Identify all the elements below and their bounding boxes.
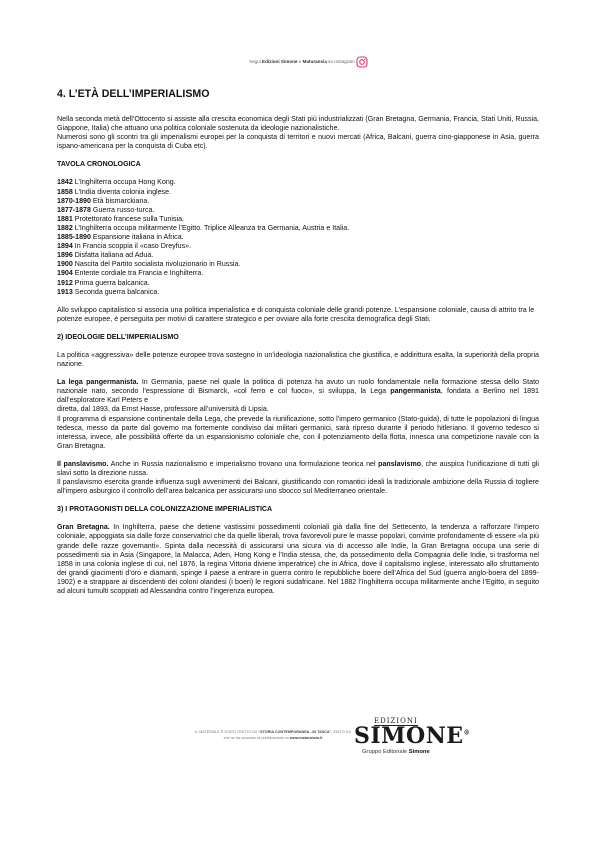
instagram-banner <box>0 56 596 70</box>
timeline-entry: 1894 In Francia scoppia il «caso Dreyfus». <box>57 242 192 251</box>
intro-paragraph: Nella seconda metà dell’Ottocento si assiste alla crescita economica degli Stati più industrializzati (Gran Bretagna, Germania, Francia, Stati Uniti, Russia, Giappone, Italia) che attuano una politica coloniale sostenuta da ideologie nazionalistiche. Numerosi sono gli scontri tra gli imperialismi europei per la conquista di territori e nuovi mercati (Africa, Balcani, guerra cino-giapponese in Asia, guerra ispano-americana per la conquista di Cuba etc). <box>57 115 539 151</box>
timeline-entry: 1877-1878 Guerra russo-turca. <box>57 205 155 214</box>
timeline-entry: 1842 L’Inghilterra occupa Hong Kong. <box>57 178 176 187</box>
footer <box>0 715 596 765</box>
panslavismo-paragraph: Il panslavismo. Anche in Russia nazionalismo e imperialismo trovano una formulazione teorica nel panslavismo, che auspica l’unificazione di tutti gli slavi sotto la direzione russa. Il panslavismo esercita grande influenza sugli avvenimenti dei Balcani, giustificando con romantici ideali la tradizionale ambizione della Russia di togliere all’impero asburgico il controllo dell’area balcanica per assicurarsi uno sbocco sul Mediterraneo orientale. <box>57 459 539 496</box>
section-heading-protagonisti: 3) I PROTAGONISTI DELLA COLONIZZAZIONE IMPERIALISTICA <box>57 505 273 514</box>
logo-simone-text: SIMONE® <box>354 723 471 749</box>
timeline-title: TAVOLA CRONOLOGICA <box>57 160 141 169</box>
logo-edizioni-text: EDIZIONI <box>374 717 418 725</box>
timeline-entry: 1881 Protettorato francese sulla Tunisia. <box>57 214 184 223</box>
document-body <box>57 88 539 605</box>
timeline-entry: 1882 L’Inghilterra occupa militarmente l’Egitto. Triplice Alleanza tra Germania, Austria e Italia. <box>57 223 350 232</box>
instagram-icon[interactable] <box>356 56 368 68</box>
timeline-entry: 1896 Disfatta italiana ad Adua. <box>57 251 154 260</box>
timeline-entry: 1904 Entente cordiale tra Francia e Inghilterra. <box>57 269 204 278</box>
footer-credit: IL MATERIALE È STATO TRATTO DA “STORIA CONTEMPORANEA...IN TASCA”, EDITO DA che ne ha concesso la pubblicazione su www.maturansia.it <box>195 730 351 740</box>
edizioni-simone-logo <box>354 717 471 759</box>
timeline-entry: 1885-1890 Espansione italiana in Africa. <box>57 233 184 242</box>
timeline-entry: 1913 Seconda guerra balcanica. <box>57 287 160 296</box>
logo-group-text: Gruppo Editoriale Simone <box>362 749 430 755</box>
section-heading-ideologie: 2) IDEOLOGIE DELL’IMPERIALISMO <box>57 332 179 341</box>
instagram-banner-text: Segui Edizioni Simone e Maturansia su Instagram <box>249 59 355 64</box>
pangermanismo-paragraph: La lega pangermanista. In Germania, paese nel quale la politica di potenza ha avuto un ruolo fondamentale nella formazione stessa dello Stato nazionale nato, secondo l’espressione di Bismarck, «col ferro e col fuoco», si sviluppa, la Lega pangermanista, fondata a Berlino nel 1891 dall’esploratore Karl Peters e diretta, dal 1893, da Ernst Hasse, professore all’università di Lipsia. Il programma di espansione continentale della Lega, che prevede la riunificazione, sotto l’impero germanico (Stato-guida), di tutte le popolazioni di lingua tedesca, messo da parte dal governo ma fortemente condiviso dai militari germanici, sarà ripreso durante il periodo hitleriano. Il governo tedesco si interessa, invece, alle possibilità offerte da un espansionismo coloniale che, con il potenziamento della flotta, innesca una competizione navale con la Gran Bretagna. <box>57 378 539 450</box>
gran-bretagna-paragraph: Gran Bretagna. In Inghilterra, paese che detiene vastissimi possedimenti coloniali già dalla fine del Settecento, la tendenza a rafforzare l’impero coloniale, appoggiata sia dalle forze conservatrici che da quelle liberali, trova favorevoli pure le masse popolari, convinte profondamente di essere «la più grande delle razze governanti». Spinta dalla necessità di assicurarsi una sicura via di accesso alle Indie, la Gran Bretagna occupa una serie di possedimenti sia in Asia (Singapore, la Malacca, Aden, Hong Kong e l’India stessa, che, da possedimento della Compagnia delle Indie, si trasforma nel 1858 in una colonia inglese di cui, nel 1876, la regina Vittoria diviene imperatrice) che in Africa, dove il capitalismo inglese, interessato allo sfruttamento dei grandi giacimenti d’oro e diamanti, spinge il paese a entrare in guerra contro le repubbliche boere dell’Africa del Sud (guerra anglo-boera del 1899-1902) e a strappare ai discendenti dei coloni olandesi (i boeri) le regioni sudafricane. Nel 1882 l’Inghilterra occupa militarmente anche l’Egitto, in seguito ad alcuni tumulti scoppiati ad Alessandria contro l’ingerenza europea. <box>57 523 539 596</box>
timeline-entry: 1858 L’India diventa colonia inglese. <box>57 187 171 196</box>
timeline-list <box>57 178 539 296</box>
page-title: 4. L’ETÀ DELL’IMPERIALISMO <box>57 88 210 100</box>
timeline-entry: 1912 Prima guerra balcanica. <box>57 278 150 287</box>
ideologie-intro: La politica «aggressiva» delle potenze europee trova sostegno in un’ideologia nazionalistica che giustifica, e addirittura esalta, la superiorità della propria nazione. <box>57 350 539 369</box>
timeline-entry: 1870-1890 Età bismarckiana. <box>57 196 150 205</box>
timeline-entry: 1900 Nascita del Partito socialista rivoluzionario in Russia. <box>57 260 241 269</box>
summary-paragraph: Allo sviluppo capitalistico si associa una politica imperialistica e di conquista coloniale delle grandi potenze. L’espansione coloniale, causa di attrito tra le potenze europee, è perseguita per motivi di carattere strategico e per ovviare alla forte crescita demografica degli Stati. <box>57 305 535 323</box>
